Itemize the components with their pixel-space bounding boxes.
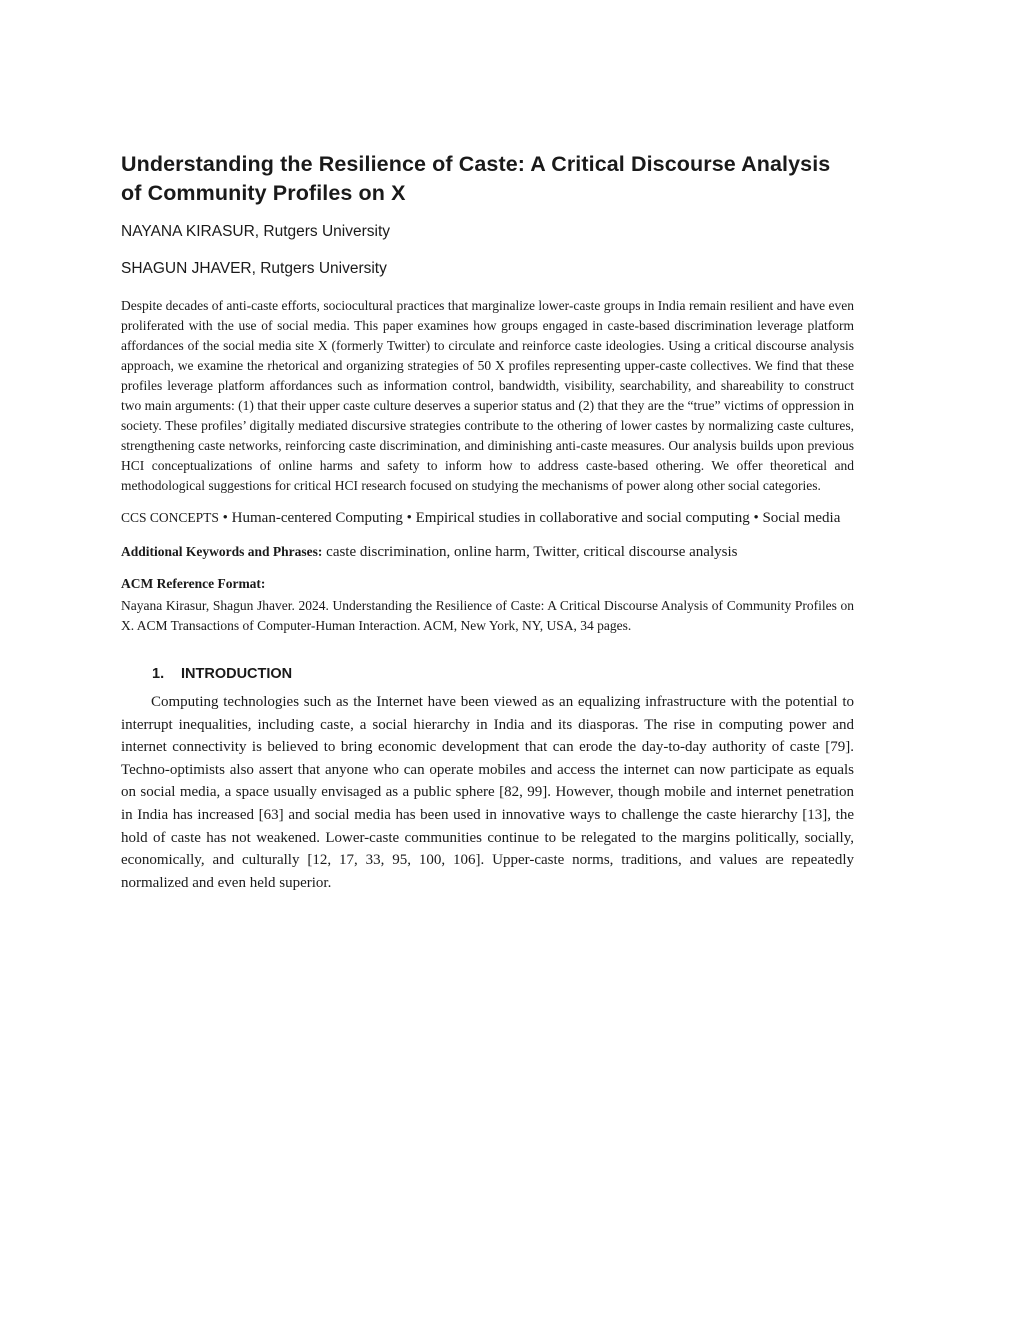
ccs-text: • Human-centered Computing • Empirical studies in collaborative and social computing • Social media [218,510,841,526]
keywords-text: caste discrimination, online harm, Twitter, critical discourse analysis [322,544,738,560]
reference-format-heading: ACM Reference Format: [121,576,266,591]
ccs-heading: CCS CONCEPTS [121,510,219,525]
keywords-heading: Additional Keywords and Phrases: [121,544,323,559]
author-2: SHAGUN JHAVER, Rutgers University [121,260,387,277]
keywords [121,541,854,563]
reference-format-text: Nayana Kirasur, Shagun Jhaver. 2024. Understanding the Resilience of Caste: A Critical Discourse Analysis of Community Profiles on X. ACM Transactions of Computer-Human Interaction. ACM, New York, NY, USA, 34 pages. [121,598,854,633]
abstract: Despite decades of anti-caste efforts, sociocultural practices that marginalize lower-caste groups in India remain resilient and have even proliferated with the use of social media. This paper examines how groups engaged in caste-based discrimination leverage platform affordances of the social media site X (formerly Twitter) to circulate and reinforce caste ideologies. Using a critical discourse analysis approach, we examine the rhetorical and organizing strategies of 50 X profiles representing upper-caste collectives. We find that these profiles leverage platform affordances such as information control, bandwidth, visibility, searchability, and shareability to construct two main arguments: (1) that their upper caste culture deserves a superior status and (2) that they are the “true” victims of oppression in society. These profiles’ digitally mediated discursive strategies contribute to the othering of lower castes by normalizing caste cultures, strengthening caste networks, reinforcing caste discrimination, and diminishing anti-caste measures. Our analysis builds upon previous HCI conceptualizations of online harms and safety to inform how to address caste-based othering. We offer theoretical and methodological suggestions for critical HCI research focused on studying the mechanisms of power along other social categories. [121,298,854,493]
ccs-concepts [121,507,854,529]
paper-first-page [121,150,854,894]
section-number: 1. [152,666,165,682]
introduction-paragraph: Computing technologies such as the Internet have been viewed as an equalizing infrastructure with the potential to interrupt inequalities, including caste, a social hierarchy in India and its diasporas. The rise in computing power and internet connectivity is believed to bring economic development that can erode the day-to-day authority of caste [79]. Techno-optimists also assert that anyone who can operate mobiles and access the internet can now participate as equals on social media, a space usually envisaged as a public sphere [82, 99]. However, though mobile and internet penetration in India has increased [63] and social media has been used in innovative ways to challenge the caste hierarchy [13], the hold of caste has not weakened. Lower-caste communities continue to be relegated to the margins politically, socially, economically, and culturally [12, 17, 33, 95, 100, 106]. Upper-caste norms, traditions, and values are repeatedly normalized and even held superior. [121,694,854,891]
section-title: INTRODUCTION [181,666,293,682]
author-1: NAYANA KIRASUR, Rutgers University [121,223,391,240]
section-heading [152,664,854,684]
paper-title: Understanding the Resilience of Caste: A Critical Discourse Analysis of Community Profiles on X [121,152,831,205]
